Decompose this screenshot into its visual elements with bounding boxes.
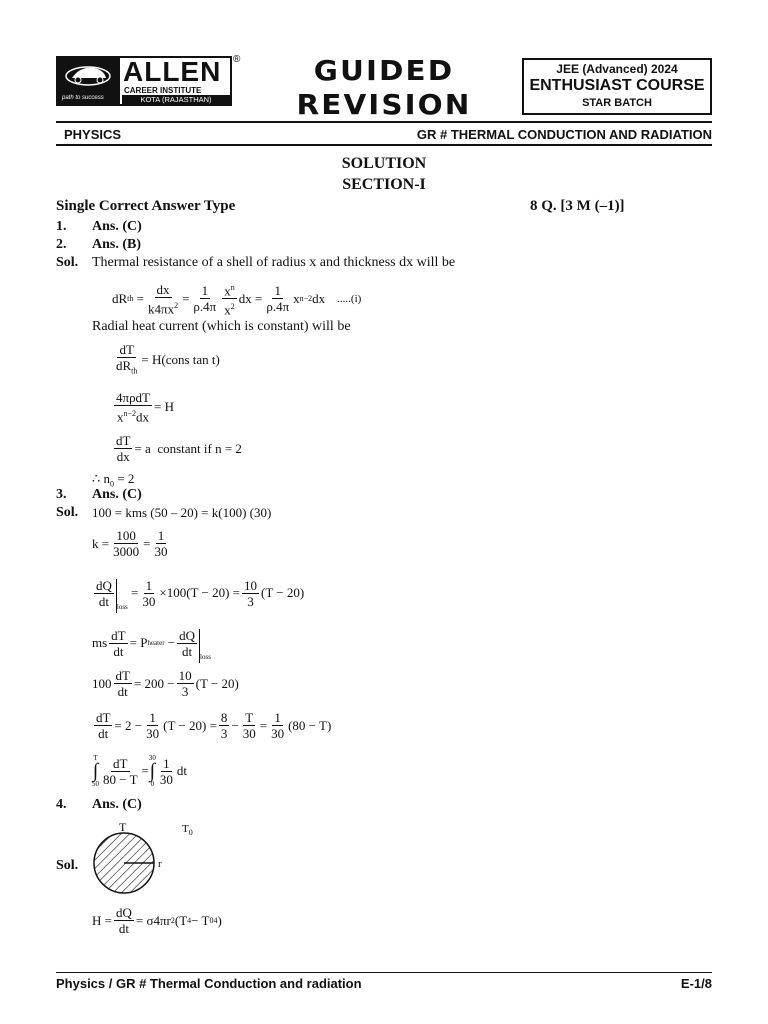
logo-wordmark: ALLEN bbox=[123, 56, 222, 87]
marks-scheme: 8 Q. [3 M (–1)] bbox=[530, 198, 625, 214]
q2-equation-1: dR th = $\frac{dx}{k4\pi x^2}$ = $\frac{1}{\rho.4\pi}$ $\frac{x^n}{x^2}$ dx = $\frac{1}{\rho.4\pi}$ x n−2 dx .....(i) bbox=[112, 281, 362, 318]
q3-number: 3. bbox=[56, 487, 67, 502]
q3-line-1: 100 = kms (50 – 20) = k(100) (30) bbox=[92, 505, 272, 520]
question-type: Single Correct Answer Type bbox=[56, 198, 236, 214]
q3-equation-loss: $\frac{dQ}{dt}$ $_{loss}$ = $\frac{1}{30}$ ×100(T − 20) = $\frac{10}{3}$ (T − 20) bbox=[96, 577, 305, 611]
equation-tag-i: .....(i) bbox=[337, 292, 362, 305]
page-number: E-1/8 bbox=[680, 976, 712, 991]
q2-result-value: = 2 bbox=[114, 471, 135, 486]
q4-sphere-diagram bbox=[92, 820, 212, 895]
logo-car-emblem bbox=[58, 58, 120, 104]
q4-ambient-label: $T_0$ bbox=[182, 823, 193, 838]
q2-result-symbol: ∴ n bbox=[92, 471, 111, 486]
q2-sol-label: Sol. bbox=[56, 255, 79, 270]
batch-name: STAR BATCH bbox=[582, 97, 652, 109]
q2-constant-note: constant if n = 2 bbox=[157, 440, 242, 456]
title-line-2: REVISION bbox=[296, 88, 472, 121]
q2-equation-2: $\frac{dT}{dR_{th}}$ = H(cons tan t) bbox=[116, 342, 220, 376]
q4-answer: Ans. (C) bbox=[92, 797, 142, 812]
registered-mark: ® bbox=[233, 54, 241, 65]
q3-equation-heater: ms $\frac{dT}{dt}$ = P heater − $\frac{dQ}{dt}$ $_{loss}$ bbox=[92, 627, 211, 661]
q3-equation-simplified: $\frac{dT}{dt}$ = 2 − $\frac{1}{30}$ (T − 20) = $\frac{8}{3}$ − $\frac{T}{30}$ = $\frac{1}{30}$ (80 − T) bbox=[96, 710, 332, 741]
q3-equation-rate: 100 $\frac{dT}{dt}$ = 200 − $\frac{10}{3}$ (T − 20) bbox=[92, 668, 239, 699]
q2-answer: Ans. (B) bbox=[92, 237, 142, 252]
q2-text-1: Thermal resistance of a shell of radius x and thickness dx will be bbox=[92, 255, 456, 270]
logo-subtitle: CAREER INSTITUTE bbox=[124, 86, 202, 95]
topic-label: GR # THERMAL CONDUCTION AND RADIATION bbox=[416, 127, 712, 142]
q4-equation-radiation: H = $\frac{dQ}{dt}$ = σ4πr 2 (T 4 − T 0 4 ) bbox=[92, 905, 222, 936]
q3-answer: Ans. (C) bbox=[92, 487, 142, 502]
course-box bbox=[522, 58, 712, 115]
q1-number: 1. bbox=[56, 219, 67, 234]
q2-number: 2. bbox=[56, 237, 67, 252]
header-rule-top bbox=[56, 121, 712, 123]
q2-text-2: Radial heat current (which is constant) will be bbox=[92, 319, 351, 334]
q1-answer: Ans. (C) bbox=[92, 219, 142, 234]
q3-sol-label: Sol. bbox=[56, 505, 79, 520]
course-name: ENTHUSIAST COURSE bbox=[529, 77, 705, 94]
q3-equation-k: k = $\frac{100}{3000}$ = $\frac{1}{30}$ bbox=[92, 528, 168, 559]
page-title bbox=[264, 54, 503, 122]
allen-logo bbox=[56, 56, 232, 106]
footer-title: Physics / GR # Thermal Conduction and radiation bbox=[56, 976, 362, 991]
q2-equation-4: $\frac{dT}{dx}$ = a constant if n = 2 bbox=[116, 433, 242, 464]
q4-sol-label: Sol. bbox=[56, 858, 79, 873]
hatched-sphere-figure bbox=[92, 820, 212, 895]
q2-result: ∴ $n_0 = 2$ bbox=[92, 471, 135, 489]
logo-tagline: path to success bbox=[62, 95, 104, 101]
exam-name: JEE (Advanced) 2024 bbox=[556, 62, 678, 76]
q3-equation-integral: T ∫ 50 $\frac{dT}{80 - T}$ = 30 ∫ 0 $\frac{1}{30}$ dt bbox=[92, 754, 188, 788]
q2-equation-3: $\frac{\text{4πρdT}}{x^{n-2}dx}$ = H bbox=[116, 390, 174, 425]
title-line-1: GUIDED bbox=[313, 54, 455, 87]
footer-rule bbox=[56, 972, 712, 973]
car-icon bbox=[58, 58, 118, 92]
solution-heading: SOLUTION bbox=[341, 155, 427, 172]
section-heading: SECTION-I bbox=[342, 176, 426, 193]
header-rule-bottom bbox=[56, 144, 712, 146]
q4-temp-label: T bbox=[119, 820, 127, 834]
subject-label: PHYSICS bbox=[64, 127, 122, 142]
q4-radius-label: r bbox=[158, 858, 162, 870]
logo-city: KOTA (RAJASTHAN) bbox=[122, 95, 230, 104]
q4-number: 4. bbox=[56, 797, 67, 812]
